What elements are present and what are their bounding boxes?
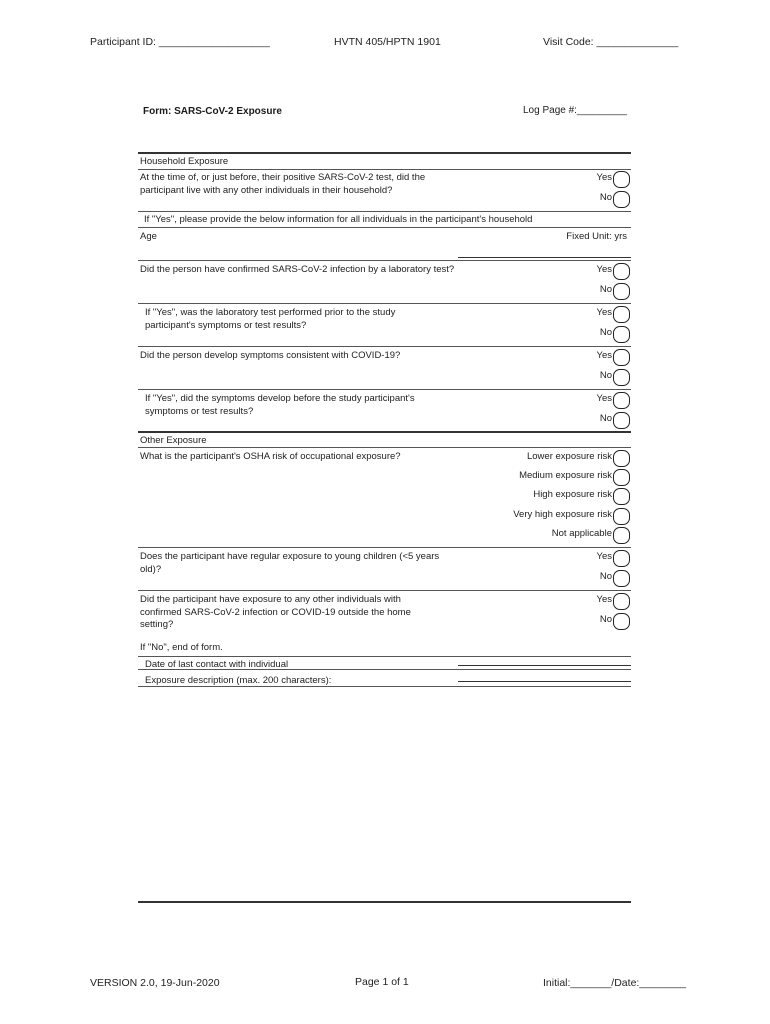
row-divider [138,656,631,657]
row-divider [138,346,631,347]
q7-yes-radio[interactable] [613,550,630,567]
osha-na-radio[interactable] [613,527,630,544]
q3-yes-label: Yes [596,307,612,318]
age-unit: Fixed Unit: yrs [566,231,627,242]
row-divider [138,260,631,261]
osha-lower-label: Lower exposure risk [526,451,612,462]
q1-household-living: At the time of, or just before, their positive SARS-CoV-2 test, did the participant live with any other individuals in their household? [140,172,426,196]
exposure-description-label: Exposure description (max. 200 characters): [145,675,332,686]
osha-very-high-label: Very high exposure risk [513,509,612,520]
q8-no-radio[interactable] [613,613,630,630]
q1-yes-radio[interactable] [613,171,630,188]
other-section-title: Other Exposure [140,435,207,446]
participant-id-field[interactable]: Participant ID: ___________________ [90,36,270,48]
osha-na-label: Not applicable [551,528,612,539]
exposure-description-input[interactable] [458,681,631,682]
osha-lower-radio[interactable] [613,450,630,467]
q7-no-radio[interactable] [613,570,630,587]
osha-medium-label: Medium exposure risk [519,470,612,481]
q1-yes-label: Yes [596,172,612,183]
q2-yes-label: Yes [596,264,612,275]
q5-no-label: No [599,413,612,424]
household-instruction: If "Yes", please provide the below information for all individuals in the participant's household [144,214,533,225]
osha-high-label: High exposure risk [533,489,612,500]
row-divider [138,169,631,170]
section-divider [138,431,631,433]
q7-no-label: No [599,571,612,582]
row-divider [138,547,631,548]
osha-high-radio[interactable] [613,488,630,505]
osha-very-high-radio[interactable] [613,508,630,525]
version-info: VERSION 2.0, 19-Jun-2020 [90,977,220,989]
form-title: Form: SARS-CoV-2 Exposure [143,106,282,117]
q3-no-radio[interactable] [613,326,630,343]
row-divider [138,211,631,212]
row-divider [138,590,631,591]
study-code: HVTN 405/HPTN 1901 [334,36,441,48]
q4-no-label: No [599,370,612,381]
q7-yes-label: Yes [596,551,612,562]
row-divider [138,303,631,304]
age-label: Age [140,231,157,242]
q5-symptoms-before: If "Yes", did the symptoms develop before the study participant's symptoms or test results? [145,393,415,417]
form-end-divider [138,901,631,903]
q5-no-radio[interactable] [613,412,630,429]
initial-date-field[interactable]: Initial:_______/Date:________ [543,977,687,989]
q5-yes-radio[interactable] [613,392,630,409]
q8-yes-label: Yes [596,594,612,605]
q2-yes-radio[interactable] [613,263,630,280]
page-number: Page 1 of 1 [355,976,409,988]
q3-yes-radio[interactable] [613,306,630,323]
row-divider [138,669,631,670]
end-of-form-note: If "No", end of form. [140,642,223,653]
section-divider [138,152,631,154]
q4-symptoms: Did the person develop symptoms consistent with COVID-19? [140,350,401,361]
q2-no-radio[interactable] [613,283,630,300]
q7-young-children: Does the participant have regular exposure to young children (<5 years old)? [140,551,440,575]
row-divider [138,686,631,687]
household-section-title: Household Exposure [140,156,229,167]
q8-yes-radio[interactable] [613,593,630,610]
q6-osha-risk: What is the participant's OSHA risk of occupational exposure? [140,451,401,462]
q3-test-prior: If "Yes", was the laboratory test performed prior to the study participant's symptoms or test results? [145,307,396,331]
q8-outside-exposure: Did the participant have exposure to any other individuals with confirmed SARS-CoV-2 infection or COVID-19 outside the home setting? [140,594,411,630]
osha-medium-radio[interactable] [613,469,630,486]
date-last-contact-input[interactable] [458,665,631,666]
q4-yes-radio[interactable] [613,349,630,366]
q8-no-label: No [599,614,612,625]
row-divider [138,447,631,448]
visit-code-field[interactable]: Visit Code: ______________ [543,36,679,48]
q2-lab-confirmed: Did the person have confirmed SARS-CoV-2 infection by a laboratory test? [140,264,455,275]
q1-no-radio[interactable] [613,191,630,208]
row-divider [138,227,631,228]
log-page-field[interactable]: Log Page #:_________ [523,105,627,116]
age-input-line[interactable] [458,257,631,258]
row-divider [138,389,631,390]
q4-no-radio[interactable] [613,369,630,386]
q4-yes-label: Yes [596,350,612,361]
q1-no-label: No [599,192,612,203]
date-last-contact-label: Date of last contact with individual [145,659,289,670]
q3-no-label: No [599,327,612,338]
q2-no-label: No [599,284,612,295]
q5-yes-label: Yes [596,393,612,404]
